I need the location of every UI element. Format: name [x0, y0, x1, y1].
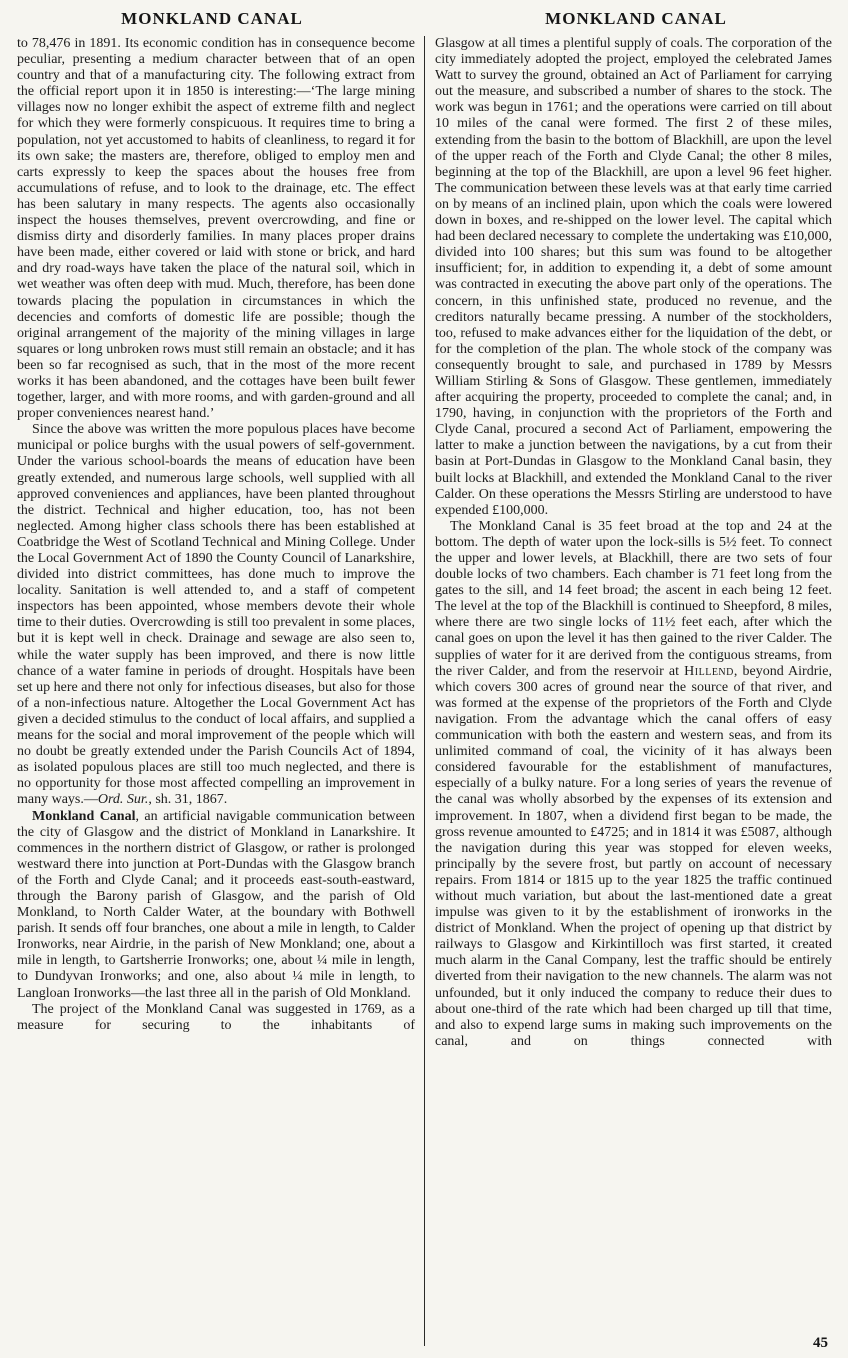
paragraph-text: , beyond Airdrie, which covers 300 acres of ground near the source of that river, and was formed at the expense of the proprietors of the Forth and Clyde navigation. From the advantage which the canal offers of easy communication with both the eastern and western seas, and from its unlimited command of coal, the vicinity of it has always been considered favourable for the establishment of manufactures, especially of a bulky nature. For a long series of years the revenue of the canal was wholly absorbed by the expenses of its extension and improvement. In 1807, when a dividend first began to be made, the gross revenue amounted to £4725; and in 1814 it was £5087, although the navigation during this year was stopped for eleven weeks, principally by the severe frost, but partly on account of necessary repairs. From 1814 or 1815 up to the year 1825 the traffic continued without much variation, but about the last-mentioned date a great impulse was given to it by the establishment of ironworks in the district of Monkland. When the project of opening up that district by railways to Glasgow and Kirkintilloch was first started, it created much alarm in the Canal Company, lest the traffic should be entirely diverted from their navigation to the new channels. The alarm was not unfounded, but it only induced the company to reduce their dues to about one-third of the rate which had been charged up till that time, and also to expend large sums in making such improvements on the canal, and on things connected with — [435, 663, 832, 1049]
paragraph-continuation — [17, 36, 415, 422]
citation-detail: , sh. 31, 1867. — [148, 792, 228, 808]
running-heads — [0, 0, 848, 29]
entry-headword: Monkland Canal — [32, 808, 136, 824]
paragraph-text: The Monkland Canal is 35 feet broad at the top and 24 at the bottom. The depth of water upon the lock-sills is 5½ feet. To connect the upper and lower levels, at Blackhill, there are two sets of four double locks of two chambers. Each chamber is 71 feet long from the gates to the sill, and 14 feet broad; the ascent in each being 12 feet. The level at the top of the Blackhill is continued to Sheepford, 8 miles, where there are two single locks of 11½ feet each, after which the canal goes on upon the level it has then gained to the river Calder. The supplies of water for it are derived from the contiguous streams, from the river Calder, and from the reservoir at — [435, 518, 832, 679]
paragraph-text: The project of the Monkland Canal was suggested in 1769, as a measure for securing to the inhabitants of — [17, 1001, 415, 1033]
paragraph — [17, 1002, 415, 1034]
paragraph — [435, 519, 832, 1050]
paragraph-text: Glasgow at all times a plentiful supply of coals. The corporation of the city immediately adopted the project, employed the celebrated James Watt to survey the ground, obtained an Act of Parliament for carrying out the measure, and subscribed a number of shares to the stock. The work was begun in 1761; and the operations were carried on till about 10 miles of the canal were formed. The first 2 of these miles, extending from the basin to the bottom of Blackhill, are upon the level of the upper reach of the Forth and Clyde Canal; the other 8 miles, beginning at the top of the Blackhill, are upon a level 96 feet higher. The communication between these levels was at that early time carried on by means of an inclined plain, upon which the coals were lowered down in boxes, and re-shipped on the lower level. The capital which had been declared necessary to complete the undertaking was £10,000, divided into 100 shares; but this sum was found to be altogether insufficient; for, in addition to expending it, a debt of some amount was contracted in executing the above part only of the operations. The concern, in this unfinished state, produced no revenue, and the creditors naturally became pressing. A number of the stockholders, too, refused to make advances either for the liquidation of the debt, or for the completion of the plan. The whole stock of the company was consequently brought to sale, and purchased in 1789 by Messrs William Stirling & Sons of Glasgow. These gentlemen, immediately after acquiring the property, proceeded to complete the canal; and, in 1790, having, in conjunction with the proprietors of the Forth and Clyde Canal, procured a second Act of Parliament, empowering the latter to make a junction between the navigations, by a cut from their basin at Port-Dundas in Glasgow to the Monkland Canal basin, they built locks at Blackhill, and extended the Monkland Canal to the river Calder. On these operations the Messrs Stirling are understood to have expended £100,000. — [435, 36, 832, 518]
citation-source: Ord. Sur. — [97, 792, 149, 808]
paragraph-text: , an artificial navigable communication between the city of Glasgow and the district of Monkland in Lanarkshire. It commences in the northern district of Glasgow, or rather is prolonged westward there into junction at Port-Dundas with the Glasgow branch of the Forth and Clyde Canal; and it proceeds east-south-eastward, through the Barony parish of Glasgow, and the parish of Old Monkland, to North Calder Water, at the boundary with Bothwell parish. It sends off four branches, one about a mile in length, to Calder Ironworks, near Airdrie, in the parish of New Monkland; one, about a mile in length, to Gartsherrie Ironworks; one, about ¼ mile in length, to Dundyvan Ironworks; and one, also about ¼ mile in length, to Langloan Ironworks—the last three all in the parish of Old Monkland. — [17, 808, 415, 1001]
right-column — [424, 36, 848, 1346]
paragraph-text: Since the above was written the more populous places have become municipal or police burghs with the usual powers of self-government. Under the various school-boards the means of education have been greatly extended, and numerous large schools, well supplied with all approved conveniences and appliances, have been planted throughout the district. Technical and higher education, too, has not been neglected. Among higher class schools there has been established at Coatbridge the West of Scotland Technical and Mining College. Under the Local Government Act of 1890 the County Council of Lanarkshire, divided into district committees, has done much to improve the locality. Sanitation is well attended to, and a staff of competent inspectors has been appointed, whose members devote their whole time to their duties. Overcrowding is still too prevalent in some places, but it is kept well in check. Drainage and sewage are also seen to, while the water supply has been improved, and there is now little chance of a water famine in periods of drought. Hospitals have been set up here and there not only for infectious diseases, but also for those of a non-infectious nature. Altogether the Local Government Act has given a decided stimulus to the conduct of local affairs, and supplied a means for the social and moral improvement of the people which will no doubt be greatly extended under the Parish Councils Act of 1894, as isolated populous places are still too much neglected, and there is no opportunity for those most affected compelling an improvement in many ways.— — [17, 422, 415, 808]
paragraph — [17, 422, 415, 808]
cross-reference-smallcaps: Hillend — [684, 663, 734, 679]
right-column-header: MONKLAND CANAL — [545, 9, 727, 28]
page-number: 45 — [813, 1335, 828, 1351]
text-columns — [0, 36, 848, 1346]
left-column-header: MONKLAND CANAL — [121, 9, 303, 28]
paragraph-continuation — [435, 36, 832, 519]
left-column — [0, 36, 424, 1346]
paragraph-text: to 78,476 in 1891. Its economic condition has in consequence become peculiar, presenting a medium character between that of an open country and that of a manufacturing city. The following extract from the official report upon it in 1850 is interesting:—‘The large mining villages now no longer exhibit the aspect of extreme filth and neglect for which they were formerly conspicuous. It requires time to bring a population, not yet accustomed to habits of cleanliness, to regard it for its own sake; the masters are, therefore, obliged to employ men and carts expressly to keep the spaces about the houses free from accumulations of refuse, and to look to the drainage, etc. The effect has been salutary in many respects. The agents also occasionally inspect the houses themselves, prevent overcrowding, and fine or dismiss dirty and disorderly families. In many places proper drains have been made, either covered or laid with stone or brick, and hard and dry road-ways have taken the place of the natural soil, which in wet weather was often deep with mud. Much, therefore, has been done towards placing the population in circumstances in which the decencies and comforts of domestic life are possible; though the original arrangement of the majority of the mining villages in large squares or long unbroken rows must still remain an obstacle; and it has been so far recognised as such, that in the most of the more recent works it has been abandoned, and the cottages have been built fewer together, larger, and with more rooms, and with garden-ground and all proper conveniences nearest hand.’ — [17, 36, 415, 422]
entry-paragraph — [17, 809, 415, 1002]
